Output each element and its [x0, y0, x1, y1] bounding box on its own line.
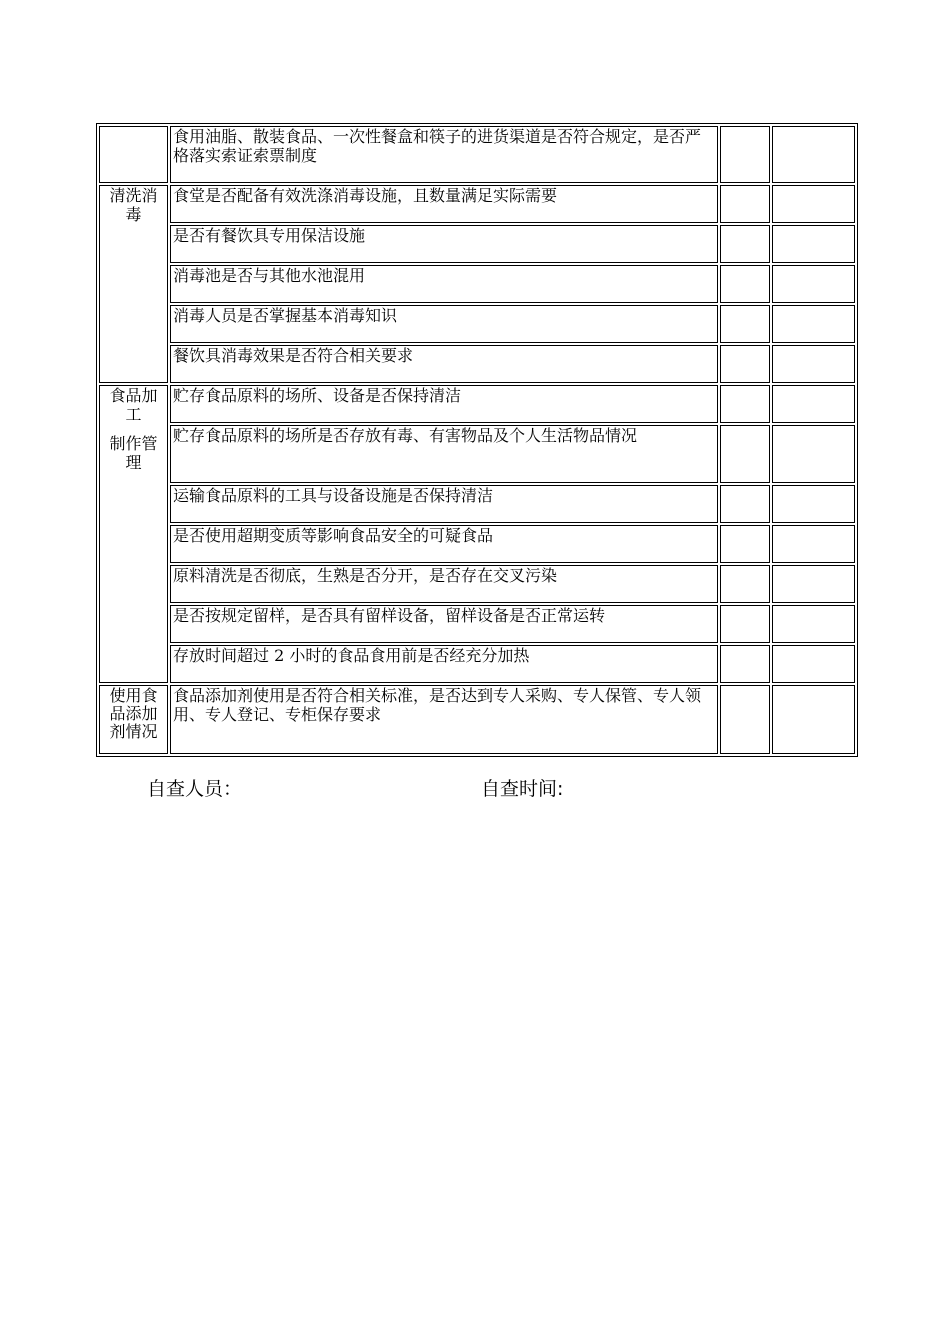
result-cell[interactable] [720, 225, 770, 263]
result-cell[interactable] [720, 126, 770, 183]
result-cell[interactable] [720, 485, 770, 523]
remark-cell[interactable] [772, 525, 855, 563]
category-processing-line1: 食品加工 [109, 386, 158, 424]
result-cell[interactable] [720, 185, 770, 223]
category-cleaning: 清洗消毒 [99, 185, 168, 383]
check-item: 是否按规定留样，是否具有留样设备，留样设备是否正常运转 [170, 605, 718, 643]
table-row [99, 425, 855, 483]
table-row [99, 265, 855, 303]
result-cell[interactable] [720, 685, 770, 754]
result-cell[interactable] [720, 385, 770, 423]
result-cell[interactable] [720, 425, 770, 483]
table-row [99, 565, 855, 603]
category-processing-line2: 制作管理 [109, 434, 158, 472]
category-processing [99, 385, 168, 683]
check-item: 存放时间超过 2 小时的食品食用前是否经充分加热 [170, 645, 718, 683]
self-inspection-table [96, 123, 858, 757]
check-item: 运输食品原料的工具与设备设施是否保持清洁 [170, 485, 718, 523]
table-row [99, 685, 855, 754]
check-item: 餐饮具消毒效果是否符合相关要求 [170, 345, 718, 383]
table-row [99, 126, 855, 183]
table-row [99, 345, 855, 383]
remark-cell[interactable] [772, 685, 855, 754]
remark-cell[interactable] [772, 225, 855, 263]
remark-cell[interactable] [772, 185, 855, 223]
inspection-time-label: 自查时间: [481, 778, 564, 800]
remark-cell[interactable] [772, 265, 855, 303]
remark-cell[interactable] [772, 345, 855, 383]
result-cell[interactable] [720, 645, 770, 683]
check-item: 食堂是否配备有效洗涤消毒设施，且数量满足实际需要 [170, 185, 718, 223]
check-item: 食用油脂、散装食品、一次性餐盒和筷子的进货渠道是否符合规定，是否严格落实索证索票制度 [170, 126, 718, 183]
table-row [99, 385, 855, 423]
result-cell[interactable] [720, 265, 770, 303]
table-row [99, 645, 855, 683]
category-additives: 使用食品添加剂情况 [99, 685, 168, 754]
check-item: 消毒池是否与其他水池混用 [170, 265, 718, 303]
result-cell[interactable] [720, 605, 770, 643]
table-row [99, 605, 855, 643]
table-row [99, 485, 855, 523]
table-row [99, 305, 855, 343]
check-item: 是否有餐饮具专用保洁设施 [170, 225, 718, 263]
result-cell[interactable] [720, 345, 770, 383]
category-spacer [102, 424, 165, 434]
check-item: 原料清洗是否彻底，生熟是否分开，是否存在交叉污染 [170, 565, 718, 603]
check-item: 消毒人员是否掌握基本消毒知识 [170, 305, 718, 343]
remark-cell[interactable] [772, 305, 855, 343]
category-cell-empty [99, 126, 168, 183]
table-row [99, 225, 855, 263]
check-item: 是否使用超期变质等影响食品安全的可疑食品 [170, 525, 718, 563]
remark-cell[interactable] [772, 605, 855, 643]
result-cell[interactable] [720, 305, 770, 343]
remark-cell[interactable] [772, 565, 855, 603]
remark-cell[interactable] [772, 126, 855, 183]
result-cell[interactable] [720, 565, 770, 603]
remark-cell[interactable] [772, 645, 855, 683]
table-row [99, 185, 855, 223]
check-item: 贮存食品原料的场所、设备是否保持清洁 [170, 385, 718, 423]
result-cell[interactable] [720, 525, 770, 563]
check-item: 食品添加剂使用是否符合相关标准，是否达到专人采购、专人保管、专人领用、专人登记、专柜保存要求 [170, 685, 718, 754]
remark-cell[interactable] [772, 425, 855, 483]
remark-cell[interactable] [772, 485, 855, 523]
check-item: 贮存食品原料的场所是否存放有毒、有害物品及个人生活物品情况 [170, 425, 718, 483]
remark-cell[interactable] [772, 385, 855, 423]
table-row [99, 525, 855, 563]
inspector-label: 自查人员： [147, 778, 243, 800]
